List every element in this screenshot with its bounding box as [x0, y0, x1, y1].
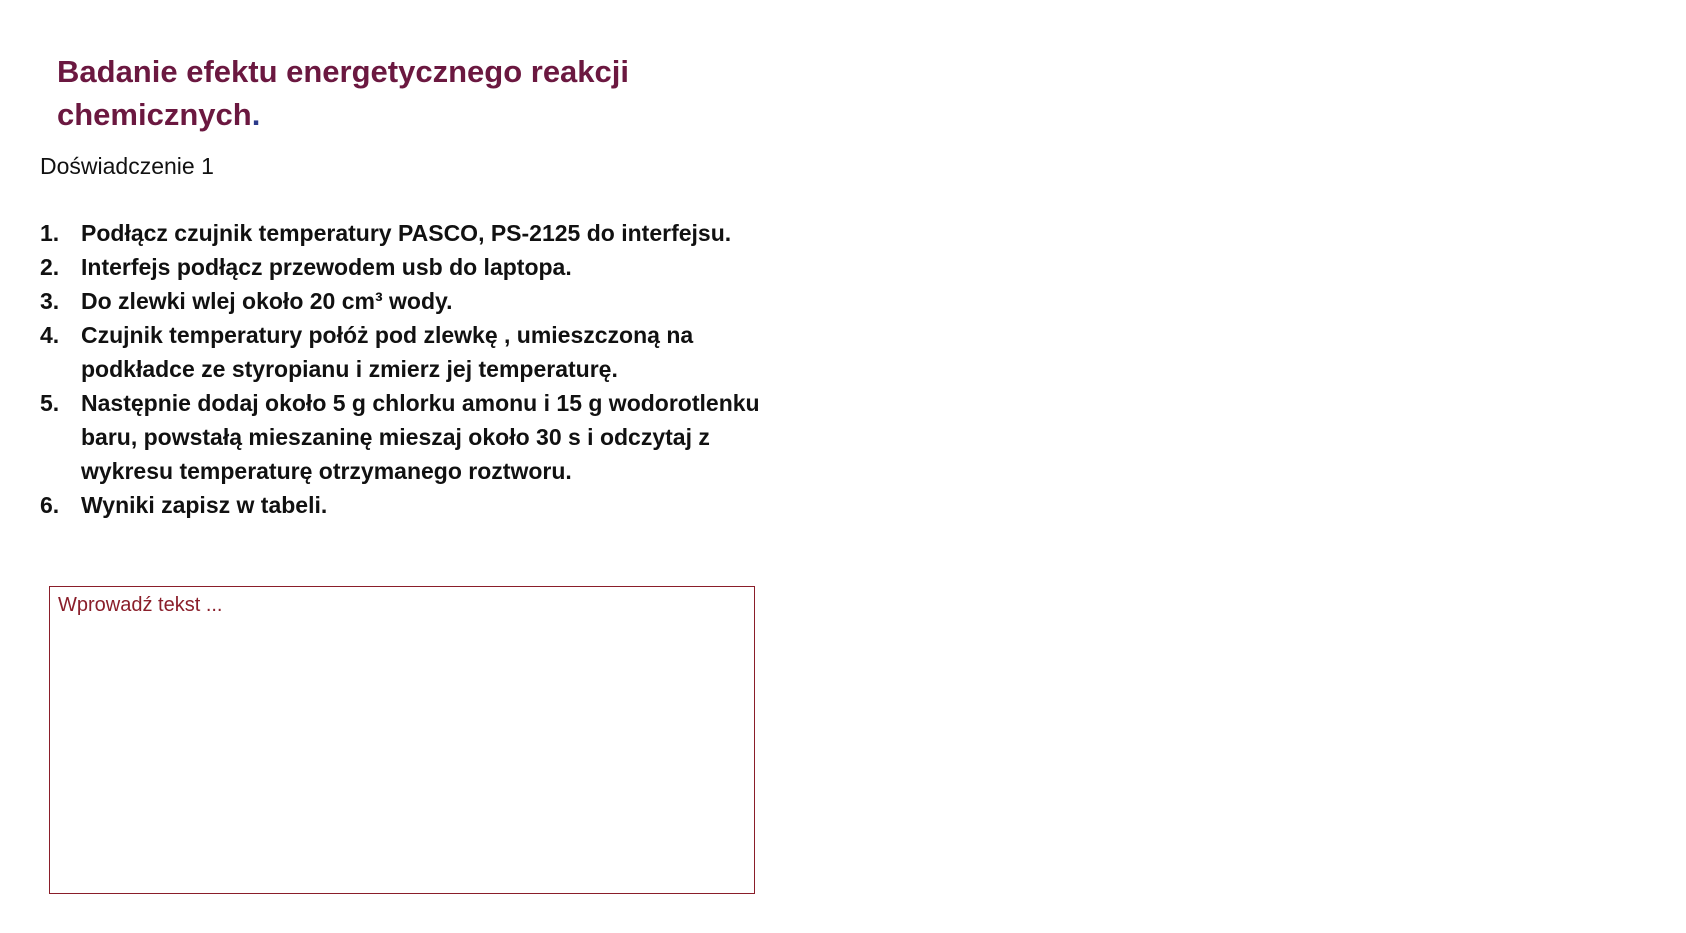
instruction-step-1	[40, 216, 760, 250]
step-text: Do zlewki wlej około 20 cm³ wody.	[81, 288, 453, 314]
answer-placeholder: Wprowadź tekst ...	[58, 594, 223, 616]
step-number: 2.	[40, 254, 60, 280]
answer-text-field[interactable]	[49, 586, 755, 894]
instruction-step-2	[40, 250, 760, 284]
step-text: Następnie dodaj około 5 g chlorku amonu i 15 g wodorotlenku baru, powstałą mieszaninę mieszaj około 30 s i odczytaj z wykresu temperaturę otrzymanego roztworu.	[81, 390, 760, 484]
page-title-period: .	[251, 97, 261, 132]
step-text: Wyniki zapisz w tabeli.	[81, 492, 328, 518]
step-number: 3.	[40, 288, 60, 314]
page-title-text: Badanie efektu energetycznego reakcji chemicznych	[57, 54, 630, 132]
instruction-step-4	[40, 318, 760, 386]
step-text: Czujnik temperatury połóż pod zlewkę , umieszczoną na podkładce ze styropianu i zmierz jej temperaturę.	[81, 322, 694, 382]
step-text: Interfejs podłącz przewodem usb do laptopa.	[81, 254, 572, 280]
step-number: 6.	[40, 492, 60, 518]
instruction-list	[40, 216, 760, 522]
instruction-step-3	[40, 284, 760, 318]
step-number: 5.	[40, 390, 60, 416]
page-title	[57, 50, 677, 136]
experiment-heading: Doświadczenie 1	[40, 153, 214, 179]
instruction-step-5	[40, 386, 760, 488]
step-number: 1.	[40, 220, 60, 246]
instruction-step-6	[40, 488, 760, 522]
step-number: 4.	[40, 322, 60, 348]
step-text: Podłącz czujnik temperatury PASCO, PS-2125 do interfejsu.	[81, 220, 732, 246]
